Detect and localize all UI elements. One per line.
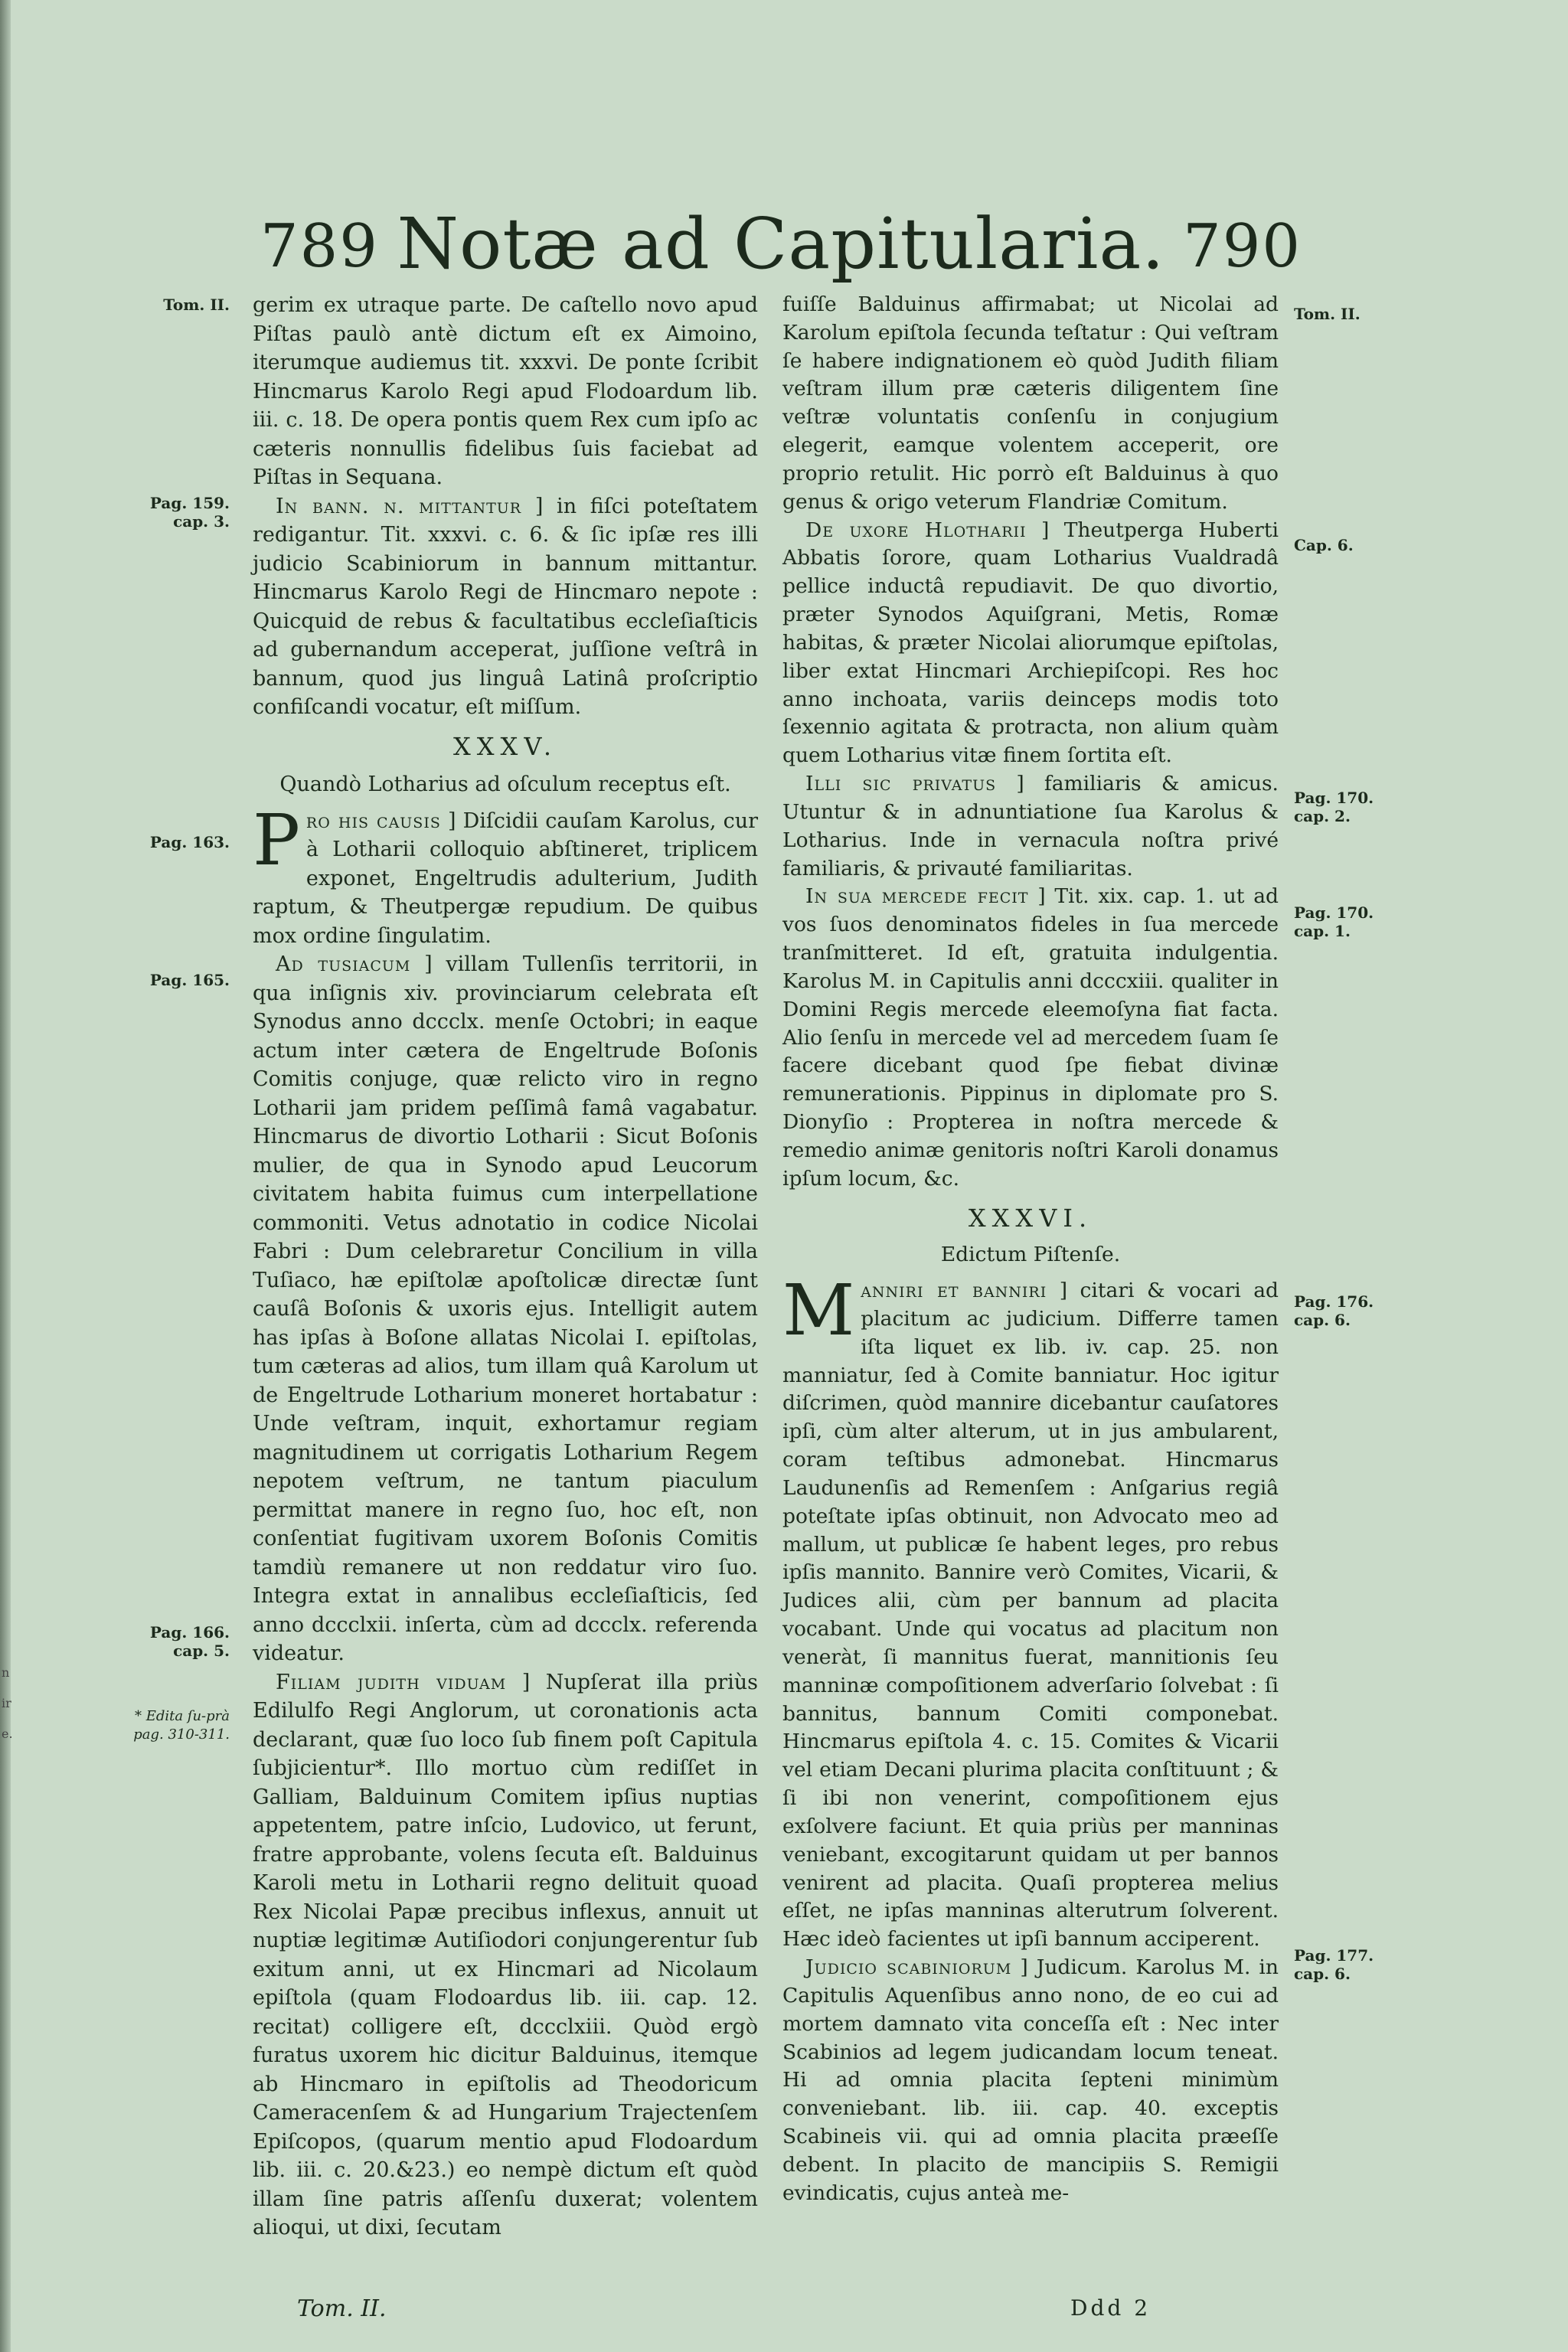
text-column-left [253,291,758,2243]
lemma: De uxore Hlotharii [805,518,1027,542]
section-number: XXXV. [452,731,558,761]
margin-note-right: Cap. 6. [1294,536,1354,554]
page-header [253,195,1309,287]
margin-note-right: Pag. 170. cap. 2. [1294,789,1374,825]
lemma: In bann. n. mittantur [276,494,522,518]
paragraph: Filiam judith viduam ] Nupſerat illa priùs Edilulfo Regi Anglorum, ut coronationis acta declarant, quæ ſuo loco ſub finem poſt Capitula ſubjicientur*. Illo mortuo cùm rediſſet in Galliam, Balduinum Comitem ipſius nuptias appetentem, patre inſcio, Ludovico, ut ferunt, fratre approbante, volens ſecuta eſt. Balduinus Karoli metu in Lotharii regno delituit quoad Rex Nicolai Papæ precibus inflexus, annuit ut nuptiæ legitimæ Autiſiodori conjungerentur ſub exitum anni, ut ex Hincmari ad Nicolaum epiſtola (quam Flodoardus lib. iii. cap. 12. recitat) colligere eſt, dccclxiii. Quòd ergò furatus uxorem hic dicitur Balduinus, itemque ab Hincmaro in epiſtolis ad Theodoricum Cameracenſem & ad Hungarium Trajectenſem Epiſcopos, (quarum mentio apud Flodoardum lib. iii. c. 20.&23.) eo nempè dictum eſt quòd illam ſine patris aſſenſu duxerat; volentem alioqui, ut dixi, ſecutam [253,1670,758,2239]
paragraph: Judicio scabiniorum ] Judicum. Karolus M. in Capitulis Aquenſibus anno nono, de eo cui ad mortem damnato vita conceſſa eſt : Nec inter Scabinios ad legem judicandam locum teneat. Hi ad omnia placita ſepteni minimùm conveniebant. lib. iii. cap. 40. exceptis Scabineis vii. qui ad omnia placita præeſſe debent. In placito de mancipiis S. Remigii evindicatis, cujus anteà me- [782,1955,1279,2205]
page-number-right: 790 [1183,212,1302,281]
margin-note-left: Pag. 165. [149,971,230,989]
paragraph: gerim ex utraque parte. De caſtello novo apud Piſtas paulò antè dictum eſt ex Aimoino, iterumque audiemus tit. xxxvi. De ponte ſcribit Hincmarus Karolo Regi apud Flodoardum lib. iii. c. 18. De opera pontis quem Rex cum ipſo ac cæteris nonnullis fidelibus ſuis faciebat ad Piſtas in Sequana. [253,293,758,489]
signature-mark: Ddd 2 [1070,2295,1152,2321]
edge-mark: n [2,1665,10,1680]
text-column-right [782,291,1279,2207]
page-gutter-shadow [0,0,11,2352]
paragraph: Ad tusiacum ] villam Tullenſis territorii, in qua inſignis xiv. provinciarum celebrata eſt Synodus anno dccclx. menſe Octobri; in eaque actum inter cætera de Engeltrude Boſonis Comitis conjuge, quæ relicto viro in regno Lotharii jam pridem peſſimâ famâ vagabatur. Hincmarus de divortio Lotharii : Sicut Boſonis mulier, de qua in Synodo apud Leucorum civitatem habita fuimus cum interpellatione commoniti. Vetus adnotatio in codice Nicolai Fabri : Dum celebraretur Concilium in villa Tuſiaco, hæ epiſtolæ apoſtolicæ directæ ſunt cauſâ Boſonis & uxoris ejus. Intelligit autem has ipſas à Boſone allatas Nicolai I. epiſtolas, tum cæteras ad alios, tum illam quâ Karolum ut de Engeltrude Lotharium moneret hortabatur : Unde veſtram, inquit, exhortamur regiam magnitudinem ut corrigatis Lotharium Regem nepotem veſtrum, ne tantum piaculum permittat manere in regno ſuo, hoc eſt, non conſentiat fugitivam uxorem Boſonis Comitis tamdiù remanere ut non reddatur viro ſuo. Integra extat in annalibus eccleſiaſticis, ſed anno dccclxii. inſerta, cùm ad dccclx. referenda videatur. [253,952,758,1665]
section-title: Quandò Lotharius ad oſculum receptus eſt. [279,773,731,796]
footer-volume-mark: Tom. II. [297,2295,387,2322]
lemma: Illi sic privatus [805,772,997,796]
margin-note-left: Pag. 159. cap. 3. [149,494,230,531]
facing-page-edge-letters [2,1658,13,1749]
lemma: ro his causis [305,808,441,833]
running-title: Notæ ad Capitularia. [397,203,1165,285]
paragraph: De uxore Hlotharii ] Theutperga Huberti Abbatis ſorore, quam Lotharius Vualdradâ pellice inductâ repudiavit. De quo divortio, præter Synodos Aquiſgrani, Metis, Romæ habitas, & præter Nicolai aliorumque epiſtolas, liber extat Hincmari Archiepiſcopi. Res hoc anno inchoata, variis deinceps modis toto ſexennio agitata & protracta, non alium quàm quem Lotharius vitæ finem ſortita eſt. [782,518,1279,768]
margin-note-right: Tom. II. [1294,305,1361,323]
drop-cap: P [253,799,300,881]
lemma: Filiam judith viduam [276,1670,507,1694]
page-number-left: 789 [260,212,379,281]
paragraph: In bann. n. mittantur ] in fiſci poteſtatem redigantur. Tit. xxxvi. c. 6. & ſic ipſæ res illi judicio Scabiniorum in bannum mittantur. Hincmarus Karolo Regi de Hincmaro nepote : Quicquid de rebus & facultatibus eccleſiaſticis ad gubernandum acceperat, juſſione veſtrâ in bannum, quod jus linguâ Latinâ proſcriptio confiſcandi vocatur, eſt miſſum. [253,494,758,719]
margin-note-left: Pag. 166. cap. 5. [149,1623,230,1660]
lemma: anniri et banniri [861,1279,1047,1303]
paragraph: Manniri et banniri ] citari & vocari ad placitum ac judicium. Differre tamen iſta liquet ex lib. iv. cap. 25. non manniatur, ſed à Comite banniatur. Hoc igitur diſcrimen, quòd mannire dicebantur cauſatores ipſi, cùm alter alterum, ut in jus ambularent, coram teſtibus admonebat. Hincmarus Laudunenſis ad Remenſem : Anſgarius regiâ poteſtate ipſas obtinuit, non Advocato meo ad mallum, ut publicæ ſe habent leges, pro rebus ipſis mannito. Bannire verò Comites, Vicarii, & Judices alii, cùm per bannum ad placita vocabant. Unde qui vocatus ad placitum non veneràt, ſi mannitus fuerat, mannitionis ſeu manninæ compoſitionem adverſario ſolvebat : ſi bannitus, bannum Comiti componebat. Hincmarus epiſtola 4. c. 15. Comites & Vicarii vel etiam Decani plurima placita conſtituunt ; & ſi ibi non venerint, compoſitionem ejus exſolvere faciunt. Et quia priùs per manninas veniebant, excogitarunt quidam ut per bannos venirent ad placita. Quaſi propterea melius eſſet, ne ipſas manninas alterutrum ſolverent. Hæc ideò facientes ut ipſi bannum acciperent. [782,1269,1279,1952]
section-number: XXXVI. [968,1203,1093,1233]
margin-note-right: Pag. 177. cap. 6. [1294,1946,1374,1983]
drop-cap: M [782,1269,855,1352]
edge-mark: e. [2,1726,13,1741]
margin-note-left: Tom. II. [163,296,230,314]
lemma: In sua mercede fecit [805,884,1029,909]
margin-note-left: Pag. 163. [149,833,230,851]
paragraph: Illi sic privatus ] familiaris & amicus. Utuntur & in adnuntiatione ſua Karolus & Lotharius. Inde in vernacula noſtra privé familiaris, & privauté familiaritas. [782,772,1279,880]
lemma: Ad tusiacum [276,952,411,976]
section-title: Edictum Piſtenſe. [940,1243,1121,1267]
margin-note-left-footnote: * Edita ſu-prà pag. 310-311. [133,1708,230,1743]
paragraph: In sua mercede fecit ] Tit. xix. cap. 1. ut ad vos ſuos denominatos fideles in ſua mercede tranſmitteret. Id eſt, gratuita indulgentia. Karolus M. in Capitulis anni dcccxiii. qualiter in Domini Regis mercede eleemoſyna fiat facta. Alio ſenſu in mercede vel ad mercedem ſuam ſe facere dicebant quod ſpe fiebat divinæ remunerationis. Pippinus in diplomate pro S. Dionyſio : Propterea in noſtra mercede & remedio animæ genitoris noſtri Karoli donamus ipſum locum, &c. [782,884,1279,1191]
paragraph: Pro his causis ] Diſcidii cauſam Karolus, cur à Lotharii colloquio abſtineret, triplicem exponet, Engeltrudis adulterium, Judith raptum, & Theutpergæ repudium. De quibus mox ordine ſingulatim. [253,799,759,948]
margin-note-right: Pag. 176. cap. 6. [1294,1292,1374,1329]
paragraph: fuiſſe Balduinus affirmabat; ut Nicolai ad Karolum epiſtola ſecunda teſtatur : Qui veſtram ſe habere indignationem eò quòd Judith filiam veſtram illum præ cæteris diligentem ſine veſtræ voluntatis conſenſu in conjugium elegerit, eamque volentem acceperit, ore proprio retulit. Hic porrò eſt Balduinus à quo genus & origo veterum Flandriæ Comitum. [782,292,1279,514]
lemma: Judicio scabiniorum [805,1955,1012,1980]
edge-mark: ir [2,1696,11,1710]
margin-note-right: Pag. 170. cap. 1. [1294,903,1374,940]
